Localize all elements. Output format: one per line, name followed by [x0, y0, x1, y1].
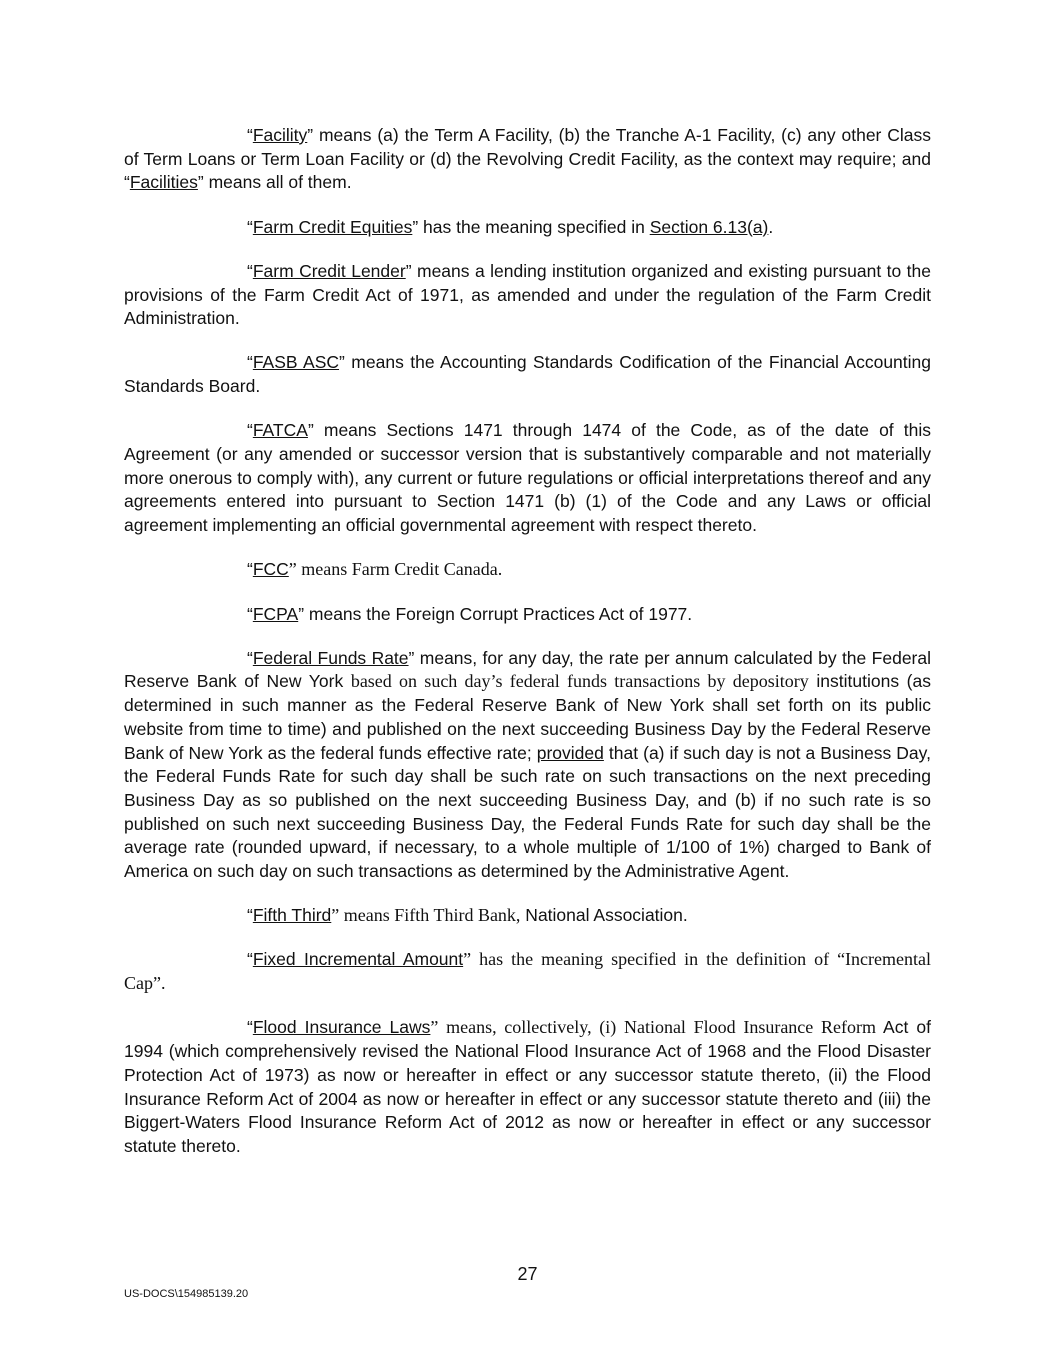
definition-farm-credit-lender: “Farm Credit Lender” means a lending institution organized and existing pursuant to the provisions of the Farm Credit Act of 1971, as amended and under the regulation of the Farm Credit Administration. [124, 260, 931, 329]
defined-term: FASB ASC [252, 352, 340, 373]
document-id: US-DOCS\154985139.20 [124, 1288, 249, 1300]
definition-farm-credit-equities: “Farm Credit Equities” has the meaning specified in Section 6.13(a). [247, 216, 774, 237]
definition-flood-insurance-laws: “Flood Insurance Laws” means, collectively, (i) National Flood Insurance Reform Act of 1994 (which comprehensively revised the National Flood Insurance Act of 1968 and the Flood Disaster Protection Act of 1973) as now or hereafter in effect or any successor statute thereto, (ii) the Flood Insurance Reform Act of 2004 as now or hereafter in effect or any successor statute thereto and (iii) the Biggert-Waters Flood Insurance Reform Act of 2012 as now or hereafter in effect or any successor statute thereto. [124, 1017, 931, 1156]
section-reference: Section 6.13(a) [649, 216, 769, 237]
defined-term: FATCA [252, 420, 308, 441]
defined-term: Flood Insurance Laws [252, 1017, 431, 1038]
definition-fixed-incremental-amount: “Fixed Incremental Amount” has the meaning specified in the definition of “Incremental Cap”. [124, 949, 932, 994]
definitions-section [124, 124, 931, 1159]
proviso-term: provided [536, 742, 604, 763]
definition-fcpa: “FCPA” means the Foreign Corrupt Practices Act of 1977. [247, 603, 693, 624]
definition-federal-funds-rate: “Federal Funds Rate” means, for any day, the rate per annum calculated by the Federal Reserve Bank of New York based on such day’s federal funds transactions by depository institutions (as determined in such manner as the Federal Reserve Bank of New York shall set forth on its public website from time to time) and published on the next succeeding Business Day by the Federal Reserve Bank of New York as the federal funds effective rate; provided that (a) if such day is not a Business Day, the Federal Funds Rate for such day shall be such rate on such transactions on the next preceding Business Day as so published on the next succeeding Business Day, and (b) if no such rate is so published on such next succeeding Business Day, the Federal Funds Rate for such day shall be the average rate (rounded upward, if necessary, to a whole multiple of 1/100 of 1%) charged to Bank of America on such day on such transactions as determined by the Administrative Agent. [124, 647, 931, 882]
defined-term: Facility [252, 125, 308, 145]
page-number: 27 [517, 1264, 538, 1284]
definition-fasb-asc: “FASB ASC” means the Accounting Standards Codification of the Financial Accounting Standards Board. [124, 352, 932, 397]
defined-term: FCPA [252, 603, 299, 624]
defined-term: Farm Credit Equities [252, 216, 413, 237]
defined-term: Facilities [129, 172, 198, 193]
definition-fcc: “FCC” means Farm Credit Canada. [247, 559, 503, 580]
definition-fatca: “FATCA” means Sections 1471 through 1474 of the Code, as of the date of this Agreement (or any amended or successor version that is substantively comparable and not materially more onerous to comply with), any current or future regulations or official interpretations thereof and any agreements entered into pursuant to Section 1471 (b) (1) of the Code and any Laws or official agreement implementing an official governmental agreement with respect thereto. [124, 420, 931, 536]
defined-term: Farm Credit Lender [252, 260, 406, 281]
defined-term: Fixed Incremental Amount [252, 949, 464, 970]
defined-term: FCC [252, 559, 289, 580]
definition-fifth-third: “Fifth Third” means Fifth Third Bank, National Association. [247, 905, 688, 926]
definition-facility: “Facility” means (a) the Term A Facility, (b) the Tranche A-1 Facility, (c) any other Class of Term Loans or Term Loan Facility or (d) the Revolving Credit Facility, as the context may require; and “Facilities” means all of them. [124, 125, 931, 193]
defined-term: Federal Funds Rate [252, 647, 409, 668]
defined-term: Fifth Third [252, 905, 332, 926]
